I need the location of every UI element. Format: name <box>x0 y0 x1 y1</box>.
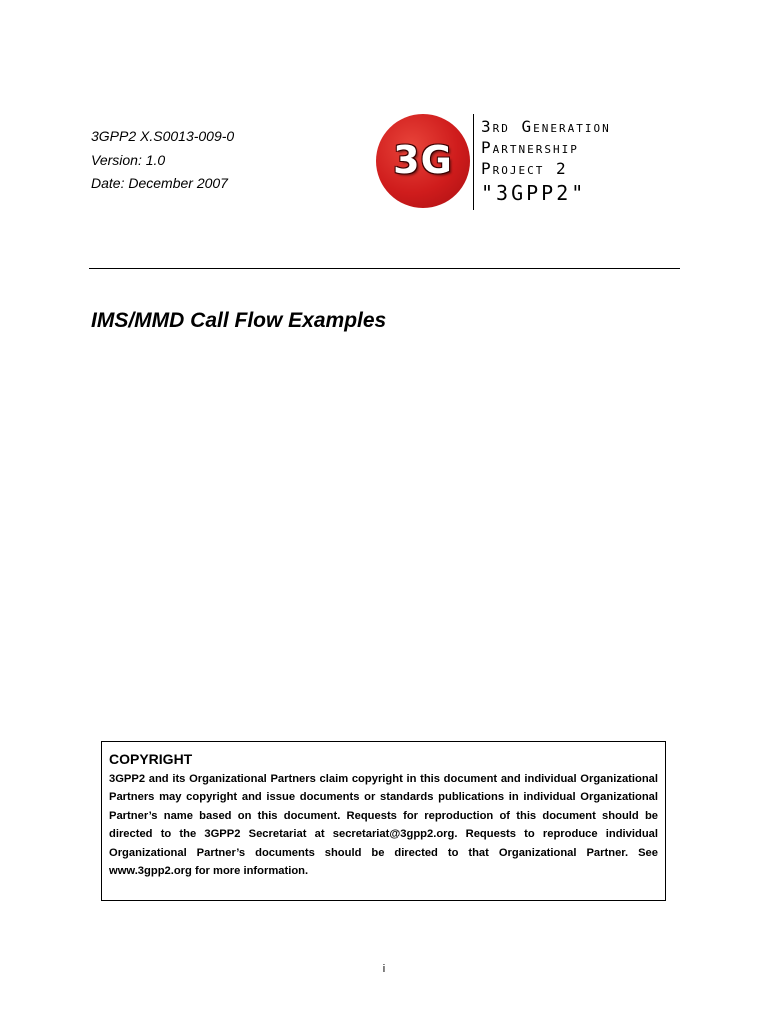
logo-line-partnership: Partnership <box>481 138 579 157</box>
document-id: 3GPP2 X.S0013-009-0 <box>91 128 235 144</box>
document-metadata <box>91 125 234 196</box>
logo-line-3gpp2: "3GPP2" <box>481 181 587 205</box>
3gpp2-logo <box>375 112 695 212</box>
logo-line-generation: 3rd Generation <box>481 117 611 136</box>
document-version: Version: 1.0 <box>91 151 166 168</box>
header-divider <box>89 268 680 269</box>
document-date: Date: December 2007 <box>91 175 228 191</box>
page-number: i <box>382 963 386 975</box>
logo-line-project: Project 2 <box>481 159 568 178</box>
logo-3g-mark: 3G <box>393 138 453 182</box>
document-title: IMS/MMD Call Flow Examples <box>91 309 387 332</box>
logo-wordmark <box>481 116 611 207</box>
copyright-heading: COPYRIGHT <box>109 751 193 767</box>
logo-divider <box>473 114 474 210</box>
copyright-body: 3GPP2 and its Organizational Partners claim copyright in this document and individual Organizational Partners may copyright and issue documents or standards publications in individual Organizational Partner’s name based on this document. Requests for reproduction of this document should be directed to the 3GPP2 Secretariat at secretariat@3gpp2.org. Requests to reproduce individual Organizational Partner’s documents should be directed to that Organizational Partner. See www.3gpp2.org for more information. <box>109 773 658 878</box>
copyright-notice <box>101 741 666 901</box>
